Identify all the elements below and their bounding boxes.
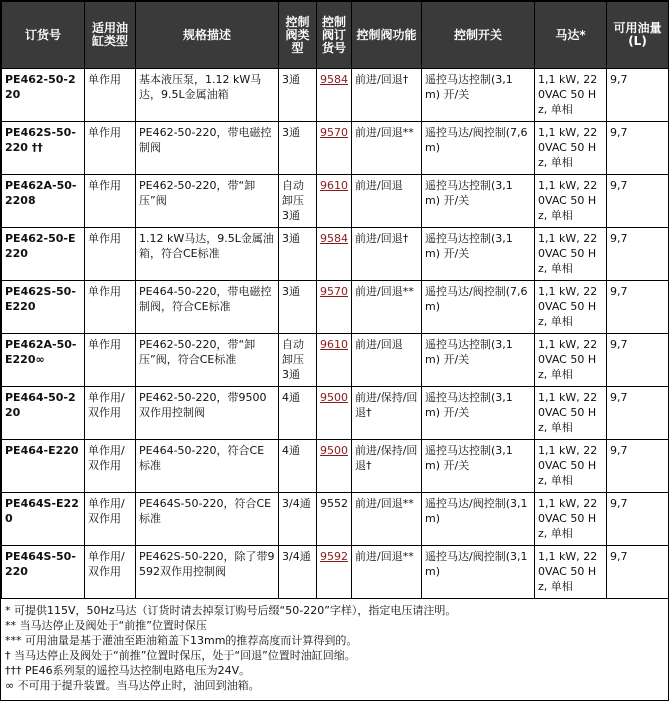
cylinder-type-cell: 单作用: [85, 122, 136, 175]
valve-order-cell: [317, 440, 352, 493]
valve-order-cell: [317, 546, 352, 599]
model-cell: PE462A-50-E220∞: [2, 334, 85, 387]
model-cell: PE462-50-E220: [2, 228, 85, 281]
description-cell: 基本液压泵，1.12 kW马达，9.5L金属油箱: [136, 69, 279, 122]
valve-function-cell: 前进/回退: [352, 175, 422, 228]
header-motor: 马达*: [535, 2, 607, 69]
cylinder-type-cell: 单作用: [85, 334, 136, 387]
valve-order-cell: [317, 281, 352, 334]
valve-order-link[interactable]: 9610: [320, 338, 348, 351]
model-cell: PE462S-50-220 ††: [2, 122, 85, 175]
cylinder-type-cell: 单作用: [85, 175, 136, 228]
motor-cell: 1,1 kW, 220VAC 50 Hz, 单相: [535, 440, 607, 493]
valve-type-cell: 4通: [279, 387, 317, 440]
pump-spec-table: [1, 1, 669, 599]
valve-function-cell: 前进/回退: [352, 334, 422, 387]
valve-type-cell: 4通: [279, 440, 317, 493]
valve-order-cell: 9552: [317, 493, 352, 546]
header-valve-type: 控制阀类型: [279, 2, 317, 69]
oil-capacity-cell: 9,7: [607, 69, 669, 122]
model-cell: PE462A-50-2208: [2, 175, 85, 228]
header-model: 订货号: [2, 2, 85, 69]
table-row: [2, 228, 669, 281]
control-switch-cell: 遥控马达控制(3,1 m) 开/关: [422, 228, 535, 281]
valve-function-cell: 前进/回退**: [352, 493, 422, 546]
header-oil-capacity: 可用油量 (L): [607, 2, 669, 69]
valve-order-cell: [317, 387, 352, 440]
valve-order-link[interactable]: 9500: [320, 391, 348, 404]
cylinder-type-cell: 单作用/双作用: [85, 440, 136, 493]
control-switch-cell: 遥控马达/阀控制(3,1 m): [422, 493, 535, 546]
table-row: [2, 334, 669, 387]
table-row: [2, 387, 669, 440]
table-row: [2, 122, 669, 175]
table-row: [2, 440, 669, 493]
valve-order-cell: [317, 122, 352, 175]
description-cell: PE462-50-220，带“卸压”阀: [136, 175, 279, 228]
motor-cell: 1,1 kW, 220VAC 50 Hz, 单相: [535, 175, 607, 228]
cylinder-type-cell: 单作用/双作用: [85, 387, 136, 440]
description-cell: PE462S-50-220，除了带9592双作用控制阀: [136, 546, 279, 599]
oil-capacity-cell: 9,7: [607, 493, 669, 546]
control-switch-cell: 遥控马达/阀控制(7,6 m): [422, 281, 535, 334]
oil-capacity-cell: 9,7: [607, 387, 669, 440]
cylinder-type-cell: 单作用/双作用: [85, 546, 136, 599]
header-valve-function: 控制阀功能: [352, 2, 422, 69]
oil-capacity-cell: 9,7: [607, 175, 669, 228]
description-cell: 1.12 kW马达，9.5L金属油箱，符合CE标准: [136, 228, 279, 281]
oil-capacity-cell: 9,7: [607, 122, 669, 175]
footnote: ∞ 不可用于提升装置。当马达停止时，油回到油箱。: [5, 679, 260, 692]
oil-capacity-cell: 9,7: [607, 228, 669, 281]
description-cell: PE464-50-220，符合CE标准: [136, 440, 279, 493]
table-row: [2, 281, 669, 334]
description-cell: PE462-50-220，带9500双作用控制阀: [136, 387, 279, 440]
valve-order-link[interactable]: 9570: [320, 285, 348, 298]
cylinder-type-cell: 单作用: [85, 69, 136, 122]
valve-order-link[interactable]: 9610: [320, 179, 348, 192]
model-cell: PE464-50-220: [2, 387, 85, 440]
valve-order-link[interactable]: 9500: [320, 444, 348, 457]
header-cylinder-type: 适用油缸类型: [85, 2, 136, 69]
footnote: *** 可用油量是基于灌油至距油箱盖下13mm的推荐高度而计算得到的。: [5, 634, 358, 647]
description-cell: PE464-50-220，带电磁控制阀，符合CE标准: [136, 281, 279, 334]
cylinder-type-cell: 单作用: [85, 281, 136, 334]
valve-function-cell: 前进/保持/回退†: [352, 440, 422, 493]
description-cell: PE462-50-220，带“卸压”阀，符合CE标准: [136, 334, 279, 387]
control-switch-cell: 遥控马达控制(3,1 m) 开/关: [422, 334, 535, 387]
motor-cell: 1,1 kW, 220VAC 50 Hz, 单相: [535, 69, 607, 122]
valve-type-cell: 3/4通: [279, 493, 317, 546]
table-row: [2, 493, 669, 546]
motor-cell: 1,1 kW, 220VAC 50 Hz, 单相: [535, 334, 607, 387]
model-cell: PE462S-50-E220: [2, 281, 85, 334]
valve-function-cell: 前进/回退†: [352, 228, 422, 281]
motor-cell: 1,1 kW, 220VAC 50 Hz, 单相: [535, 281, 607, 334]
model-cell: PE464S-E220: [2, 493, 85, 546]
footnote: ** 当马达停止及阀处于“前推”位置时保压: [5, 619, 207, 632]
header-row: [2, 2, 669, 69]
valve-function-cell: 前进/回退†: [352, 69, 422, 122]
header-valve-order: 控制阀订货号: [317, 2, 352, 69]
control-switch-cell: 遥控马达/阀控制(3,1 m): [422, 546, 535, 599]
oil-capacity-cell: 9,7: [607, 334, 669, 387]
footnote: † 当马达停止及阀处于“前推”位置时保压，处于“回退”位置时油缸回缩。: [5, 649, 356, 662]
motor-cell: 1,1 kW, 220VAC 50 Hz, 单相: [535, 122, 607, 175]
valve-function-cell: 前进/回退**: [352, 546, 422, 599]
valve-function-cell: 前进/回退**: [352, 281, 422, 334]
valve-order-cell: [317, 175, 352, 228]
valve-type-cell: 3通: [279, 281, 317, 334]
footnote: * 可提供115V，50Hz马达（订货时请去掉泵订购号后缀“50-220”字样），指定电压请注明。: [5, 604, 457, 617]
valve-order-cell: [317, 69, 352, 122]
model-cell: PE464-E220: [2, 440, 85, 493]
valve-order-cell: [317, 228, 352, 281]
model-cell: PE462-50-220: [2, 69, 85, 122]
motor-cell: 1,1 kW, 220VAC 50 Hz, 单相: [535, 546, 607, 599]
footnote: ††† PE46系列泵的遥控马达控制电路电压为24V。: [5, 664, 251, 677]
valve-type-cell: 3通: [279, 228, 317, 281]
valve-order-link[interactable]: 9570: [320, 126, 348, 139]
control-switch-cell: 遥控马达/阀控制(7,6 m): [422, 122, 535, 175]
valve-type-cell: 自动卸压 3通: [279, 175, 317, 228]
control-switch-cell: 遥控马达控制(3,1 m) 开/关: [422, 440, 535, 493]
valve-type-cell: 3/4通: [279, 546, 317, 599]
control-switch-cell: 遥控马达控制(3,1 m) 开/关: [422, 69, 535, 122]
table-row: [2, 546, 669, 599]
valve-order-link[interactable]: 9592: [320, 550, 348, 563]
control-switch-cell: 遥控马达控制(3,1 m) 开/关: [422, 387, 535, 440]
valve-type-cell: 3通: [279, 69, 317, 122]
valve-order-cell: [317, 334, 352, 387]
oil-capacity-cell: 9,7: [607, 440, 669, 493]
oil-capacity-cell: 9,7: [607, 281, 669, 334]
valve-function-cell: 前进/回退**: [352, 122, 422, 175]
cylinder-type-cell: 单作用/双作用: [85, 493, 136, 546]
header-description: 规格描述: [136, 2, 279, 69]
valve-order-link[interactable]: 9584: [320, 73, 348, 86]
description-cell: PE464S-50-220，符合CE标准: [136, 493, 279, 546]
footnotes: [1, 599, 668, 693]
oil-capacity-cell: 9,7: [607, 546, 669, 599]
valve-type-cell: 3通: [279, 122, 317, 175]
model-cell: PE464S-50-220: [2, 546, 85, 599]
control-switch-cell: 遥控马达控制(3,1 m) 开/关: [422, 175, 535, 228]
valve-function-cell: 前进/保持/回退†: [352, 387, 422, 440]
table-row: [2, 69, 669, 122]
description-cell: PE462-50-220，带电磁控制阀: [136, 122, 279, 175]
motor-cell: 1,1 kW, 220VAC 50 Hz, 单相: [535, 493, 607, 546]
valve-order-link[interactable]: 9584: [320, 232, 348, 245]
motor-cell: 1,1 kW, 220VAC 50 Hz, 单相: [535, 387, 607, 440]
cylinder-type-cell: 单作用: [85, 228, 136, 281]
motor-cell: 1,1 kW, 220VAC 50 Hz, 单相: [535, 228, 607, 281]
table-row: [2, 175, 669, 228]
header-control-switch: 控制开关: [422, 2, 535, 69]
valve-type-cell: 自动卸压 3通: [279, 334, 317, 387]
